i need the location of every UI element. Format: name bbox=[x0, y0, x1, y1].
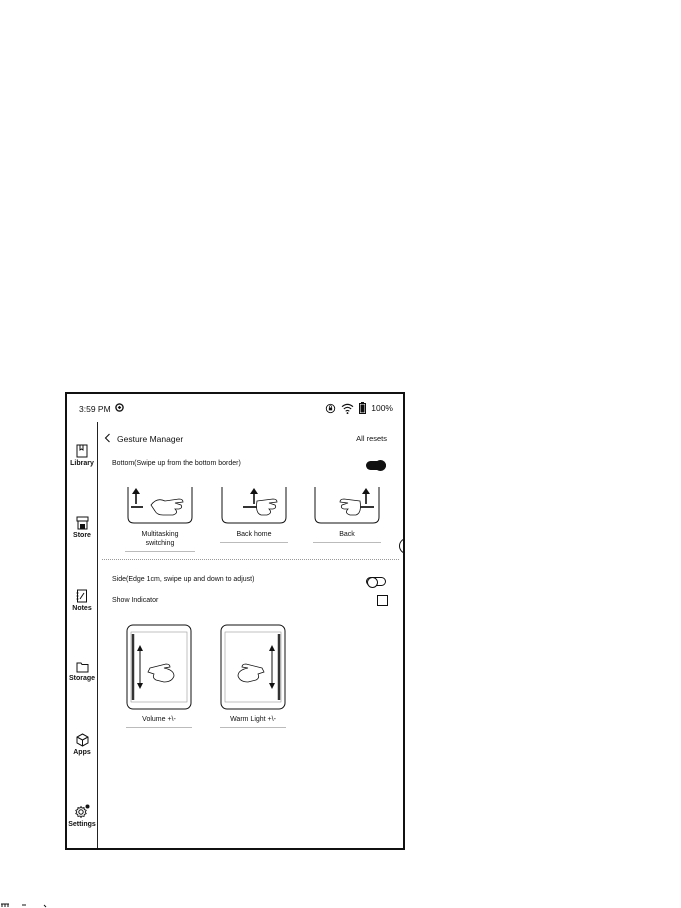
option-caption-line2: switching bbox=[145, 540, 175, 547]
status-right bbox=[325, 402, 393, 414]
gesture-option-back-home[interactable] bbox=[220, 487, 288, 543]
sidebar-item-label: Notes bbox=[72, 605, 92, 612]
option-underline bbox=[220, 727, 286, 728]
show-indicator-label: Show Indicator bbox=[112, 597, 159, 604]
show-indicator-checkbox[interactable] bbox=[377, 595, 388, 606]
side-gesture-label: Side(Edge 1cm, swipe up and down to adjust) bbox=[112, 576, 255, 583]
folder-icon bbox=[76, 661, 89, 673]
battery-percent: 100% bbox=[371, 403, 393, 413]
gear-icon bbox=[74, 804, 90, 819]
book-icon bbox=[76, 444, 88, 458]
option-caption-line1: Multitasking bbox=[141, 531, 179, 538]
back-home-gesture-illustration bbox=[221, 487, 287, 525]
side-option-volume[interactable] bbox=[126, 624, 192, 728]
volume-gesture-illustration bbox=[126, 624, 192, 710]
option-caption: Back home bbox=[236, 531, 272, 538]
sidebar-item-label: Library bbox=[70, 460, 94, 467]
gesture-manager-page bbox=[98, 422, 403, 848]
wifi-icon bbox=[341, 403, 354, 414]
sidebar-item-storage[interactable] bbox=[67, 661, 97, 682]
option-caption: Back bbox=[339, 531, 355, 538]
sync-status-icon bbox=[115, 403, 124, 412]
option-underline bbox=[126, 727, 192, 728]
side-option-warm-light[interactable] bbox=[220, 624, 286, 728]
rotation-lock-icon bbox=[325, 403, 336, 414]
back-gesture-illustration bbox=[314, 487, 380, 525]
notes-icon bbox=[76, 589, 88, 603]
sidebar-item-library[interactable] bbox=[67, 444, 97, 467]
gesture-option-multitasking[interactable] bbox=[125, 487, 195, 552]
store-icon bbox=[76, 516, 89, 530]
option-caption: Warm Light +\- bbox=[230, 716, 276, 723]
option-underline bbox=[220, 542, 288, 543]
sidebar-item-label: Store bbox=[73, 532, 91, 539]
section-divider bbox=[102, 559, 399, 560]
option-underline bbox=[125, 551, 195, 552]
sidebar-item-notes[interactable] bbox=[67, 589, 97, 612]
cube-icon bbox=[76, 733, 89, 747]
sidebar-item-label: Settings bbox=[68, 821, 96, 828]
option-caption: Volume +\- bbox=[142, 716, 176, 723]
sidebar bbox=[67, 422, 98, 850]
back-arrow-icon[interactable] bbox=[104, 433, 111, 443]
bottom-gesture-toggle[interactable] bbox=[366, 461, 386, 470]
warm-light-gesture-illustration bbox=[220, 624, 286, 710]
sidebar-item-settings[interactable] bbox=[67, 804, 97, 828]
page-title: Gesture Manager bbox=[117, 434, 184, 444]
sidebar-item-store[interactable] bbox=[67, 516, 97, 539]
bottom-gesture-label: Bottom(Swipe up from the bottom border) bbox=[112, 460, 241, 467]
side-gesture-toggle[interactable] bbox=[366, 577, 386, 586]
sidebar-item-label: Apps bbox=[73, 749, 91, 756]
bottom-edge-artifact bbox=[0, 900, 681, 908]
status-time: 3:59 PM bbox=[79, 404, 111, 414]
gesture-option-back[interactable] bbox=[313, 487, 381, 543]
battery-icon bbox=[359, 402, 366, 414]
device-screen bbox=[65, 392, 405, 850]
all-resets-button[interactable]: All resets bbox=[356, 434, 387, 443]
sidebar-item-apps[interactable] bbox=[67, 733, 97, 756]
status-bar bbox=[67, 394, 403, 422]
multitasking-gesture-illustration bbox=[127, 487, 193, 525]
option-underline bbox=[313, 542, 381, 543]
sidebar-item-label: Storage bbox=[68, 675, 96, 682]
